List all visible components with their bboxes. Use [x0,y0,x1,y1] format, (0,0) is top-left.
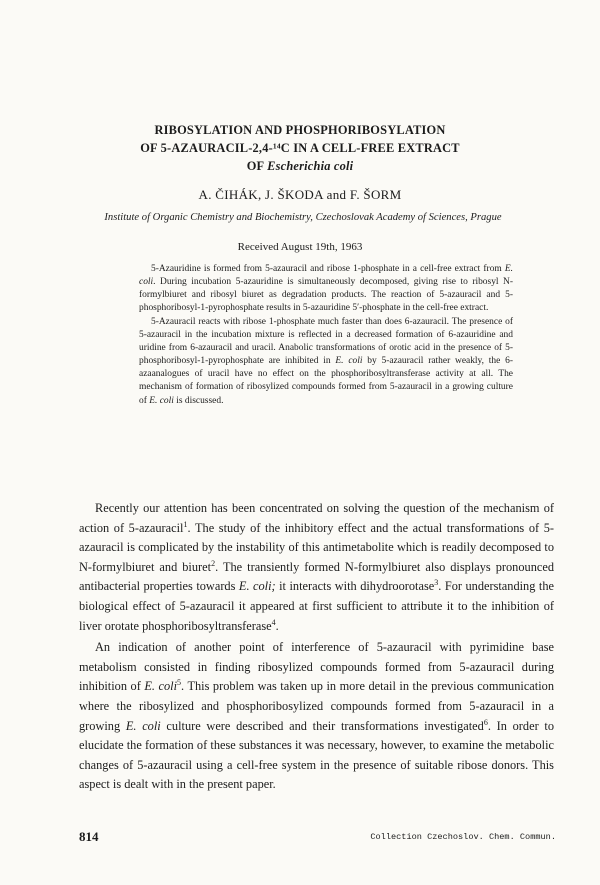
reference-number: 2 [211,558,216,568]
text-run: . [275,618,279,633]
italic-text: E. coli [149,395,174,406]
text-run: culture were described and their transformations investigated [160,718,484,733]
received-date: Received August 19th, 1963 [237,241,363,253]
body-paragraph [79,638,554,795]
reference-number: 1 [183,519,188,529]
title-line-2: OF 5-AZAURACIL-2,4-¹⁴C IN A CELL-FREE EXTRACT [140,141,460,155]
reference-number: 5 [177,678,182,688]
text-run: . This problem was taken up in more detail in the previous communication where the ribosylized and phosphoribosylized compounds formed from 5-azauracil in a growing [79,679,554,733]
text-run: . For understanding the biological effect of 5-azauracil it appeared at first sufficient to attribute it to the inhibition of liver orotate phosphoribosyltransferase [79,579,554,633]
text-run: it interacts with dihydroorotase [275,579,435,594]
page-number: 814 [79,829,99,844]
reference-number: 4 [271,617,276,627]
text-run: is discussed. [173,395,224,406]
italic-text: E. coli [335,356,363,367]
text-run: by 5-azauracil rather weakly, the 6-azaanalogues of uracil have no effect on the phosphoribosyltransferase activity at all. The mechanism of formation of ribosylized compounds formed from 5-azauracil in a growing culture of [139,356,514,406]
body-text [79,499,554,797]
text-run: . The transiently formed N-formylbiuret also displays pronounced antibacterial properties towards [79,559,555,594]
title-line-3-prefix: OF [246,159,268,173]
text-run: 5-Azauracil reacts with ribose 1-phosphate much faster than does 6-azauracil. The presence of 5-azauracil in the incubation mixture is reflected in a decreased formation of 6-azauridine and uridine from 6-azauracil and uracil. Anabolic transformations of orotic acid in the presence of 5-phosphoribosyl-1-pyrophosphate are inhibited in [139,316,513,367]
italic-text: E. coli [125,718,161,733]
title-line-3 [0,157,600,175]
text-run: . In order to elucidate the formation of these substances it was necessary, however, to examine the metabolic changes of 5-azauracil using a cell-free system in the presence of suitable ribose donors. This aspect is dealt with in the present paper. [79,718,554,792]
journal-name: Collection Czechoslov. Chem. Commun. [370,832,556,842]
text-run: Recently our attention has been concentrated on solving the question of the mechanism of action of 5-azauracil [79,501,554,535]
reference-number: 6 [483,717,488,727]
institute: Institute of Organic Chemistry and Biochemistry, Czechoslovak Academy of Sciences, Prague [104,212,502,223]
italic-text: E. coli [139,264,513,288]
text-run: 5-Azauridine is formed from 5-azauracil and ribose 1-phosphate in a cell-free extract from [151,264,505,274]
body-paragraph [79,499,554,636]
text-run: . The study of the inhibitory effect and the actual transformations of 5-azauracil is complicated by the instability of this antimetabolite which is readily decomposed to N-formylbiuret and biuret [79,520,555,574]
abstract-paragraph [139,316,513,408]
italic-text: E. coli; [238,579,276,594]
text-run: An indication of another point of interference of 5-azauracil with pyrimidine base metabolism consisted in finding ribosylized compounds formed from 5-azauracil during inhibition of [79,640,554,694]
authors: A. ČIHÁK, J. ŠKODA and F. ŠORM [198,187,402,202]
title-line-1: RIBOSYLATION AND PHOSPHORIBOSYLATION [154,123,446,137]
text-run: . During incubation 5-azauridine is simultaneously decomposed, giving rise to ribosyl N-formylbiuret and ribosyl biuret as degradation products. The reaction of 5-azauracil and 5-phosphoribosyl-1-pyrophosphate results in 5-azauridine 5′-phosphate in the cell-free extract. [139,277,513,314]
title-organism: Escherichia coli [267,159,354,173]
italic-text: E. coli [144,679,178,694]
article-title [0,121,600,175]
abstract-paragraph [139,263,513,316]
abstract [139,263,513,408]
reference-number: 3 [434,578,439,588]
